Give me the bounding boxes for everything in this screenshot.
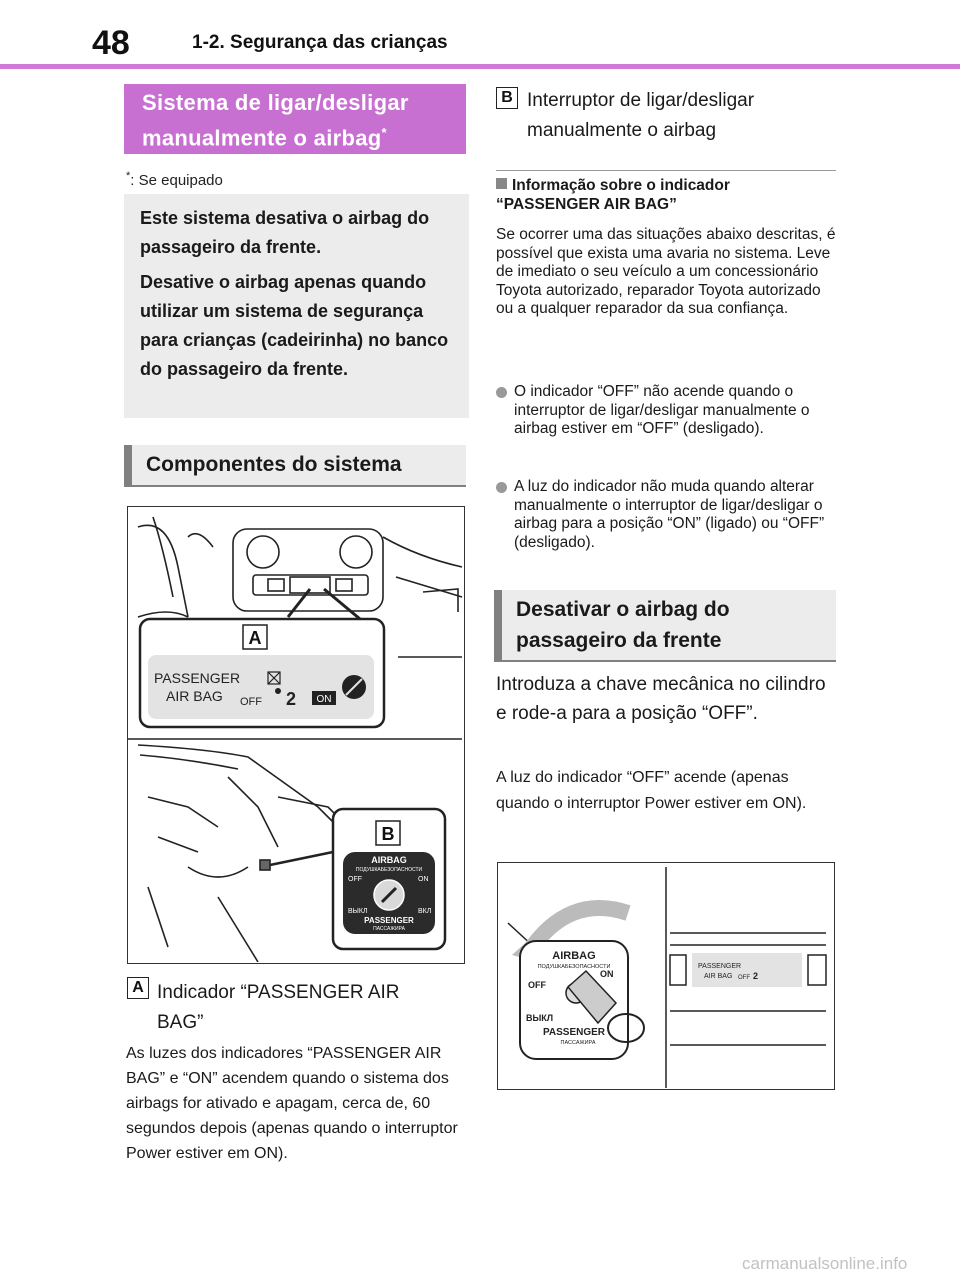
info-body: Se ocorrer uma das situações abaixo descritas, é possível que exista uma avaria no sistema. Leve de imediato o seu veículo a um concessionário Toyota autorizado, reparador Toyota autorizado ou a qualquer reparador da sua confiança. — [496, 226, 836, 317]
bullet-text-1: O indicador “OFF” não acende quando o interruptor de ligar/desligar manualmente o airbag estiver em “OFF” (desligado). — [514, 383, 810, 437]
key-switch-vykl-text: ВЫКЛ — [526, 1013, 554, 1023]
callout-a-label: A — [248, 628, 262, 648]
panel-passenger-text: PASSENGER — [154, 670, 241, 686]
deactivate-note: A luz do indicador “OFF” acende (apenas quando o interruptor Power estiver em ON). — [496, 769, 807, 812]
deactivate-heading: Desativar o airbag do passageiro da frente — [494, 590, 836, 662]
mini-airbag-off-icon: 2 — [753, 971, 759, 981]
key-switch-passenger-text: PASSENGER — [542, 1027, 606, 1038]
main-heading-mark: * — [381, 125, 387, 140]
key-illustration — [497, 862, 835, 1090]
airbag-on-icon — [342, 675, 366, 699]
deactivate-instruction: Introduza a chave mecânica no cilindro e rode-a para a posição “OFF”. — [496, 674, 826, 724]
letter-a-box: A — [127, 977, 149, 999]
panel-on-text: ON — [316, 694, 332, 705]
components-illustration — [127, 506, 465, 964]
bullet-item — [496, 478, 836, 552]
key-switch-cyr-bottom-text: ПАССАЖИРА — [560, 1040, 596, 1046]
components-heading: Componentes do sistema — [124, 445, 466, 487]
key-switch-airbag-text: AIRBAG — [552, 950, 596, 962]
summary-box — [124, 194, 469, 418]
switch-on-text: ON — [418, 876, 429, 883]
svg-text:2: 2 — [286, 689, 297, 709]
switch-vykl-text: ВЫКЛ — [348, 908, 368, 915]
mini-panel-off-text: OFF — [738, 975, 750, 981]
item-a-description: As luzes dos indicadores “PASSENGER AIR BAG” e “ON” acendem quando o sistema dos airbags for ativado e apagam, cerca de, 60 segundos depois (apenas quando o interruptor Power estiver em ON). — [126, 1045, 458, 1162]
info-heading — [496, 176, 836, 214]
summary-paragraph-1: Este sistema desativa o airbag do passageiro da frente. — [140, 208, 430, 257]
summary-paragraph-2: Desative o airbag apenas quando utilizar um sistema de segurança para crianças (cadeirinha) no banco do passageiro da frente. — [140, 272, 449, 379]
key-switch-on-text: ON — [600, 969, 614, 979]
header-rule — [0, 64, 960, 69]
mini-panel-airbag-text: AIR BAG — [704, 973, 733, 980]
bullet-item — [496, 383, 836, 439]
key-switch-cyr-top-text: ПОДУШКАБЕЗОПАСНОСТИ — [537, 964, 611, 970]
footnote-text: : Se equipado — [130, 172, 223, 189]
bullet-text-2: A luz do indicador não muda quando alterar manualmente o interruptor de ligar/desligar o airbag para a posição “ON” (ligado) ou “OFF” (desligado). — [514, 478, 825, 551]
footnote — [126, 170, 223, 189]
divider — [496, 170, 836, 171]
info-heading-text: Informação sobre o indicador “PASSENGER AIR BAG” — [496, 177, 730, 213]
main-heading-text: Sistema de ligar/desligar manualmente o airbag — [142, 90, 409, 151]
switch-off-text: OFF — [348, 876, 362, 883]
dashboard-drawing — [128, 507, 463, 962]
item-b-title: Interruptor de ligar/desligar manualmente o airbag — [527, 90, 755, 141]
switch-vkl-text: ВКЛ — [418, 908, 432, 915]
callout-b-label: B — [381, 824, 395, 844]
panel-airbag-text: AIR BAG — [166, 688, 223, 704]
page-number: 48 — [92, 24, 130, 62]
switch-cyr-bottom-text: ПАССАЖИРА — [373, 926, 405, 932]
key-switch-drawing — [498, 863, 833, 1088]
key-switch-off-text: OFF — [528, 980, 546, 990]
item-a-title: Indicador “PASSENGER AIR BAG” — [157, 982, 400, 1033]
item-a-letter — [127, 977, 149, 999]
switch-cyr-top-text: ПОДУШКАБЕЗОПАСНОСТИ — [355, 867, 423, 873]
main-heading — [124, 84, 466, 154]
mini-panel-passenger-text: PASSENGER — [698, 963, 742, 970]
section-title: 1-2. Segurança das crianças — [192, 32, 448, 53]
letter-b-box: B — [496, 87, 518, 109]
square-bullet-icon — [496, 178, 507, 189]
panel-off-text: OFF — [240, 696, 262, 708]
bullet-dot-icon — [496, 387, 507, 398]
watermark: carmanualsonline.info — [742, 1254, 908, 1273]
switch-airbag-text: AIRBAG — [371, 855, 407, 865]
bullet-dot-icon — [496, 482, 507, 493]
footnote-mark: * — [126, 170, 131, 182]
item-b-letter — [496, 87, 518, 109]
switch-passenger-text: PASSENGER — [364, 916, 414, 925]
